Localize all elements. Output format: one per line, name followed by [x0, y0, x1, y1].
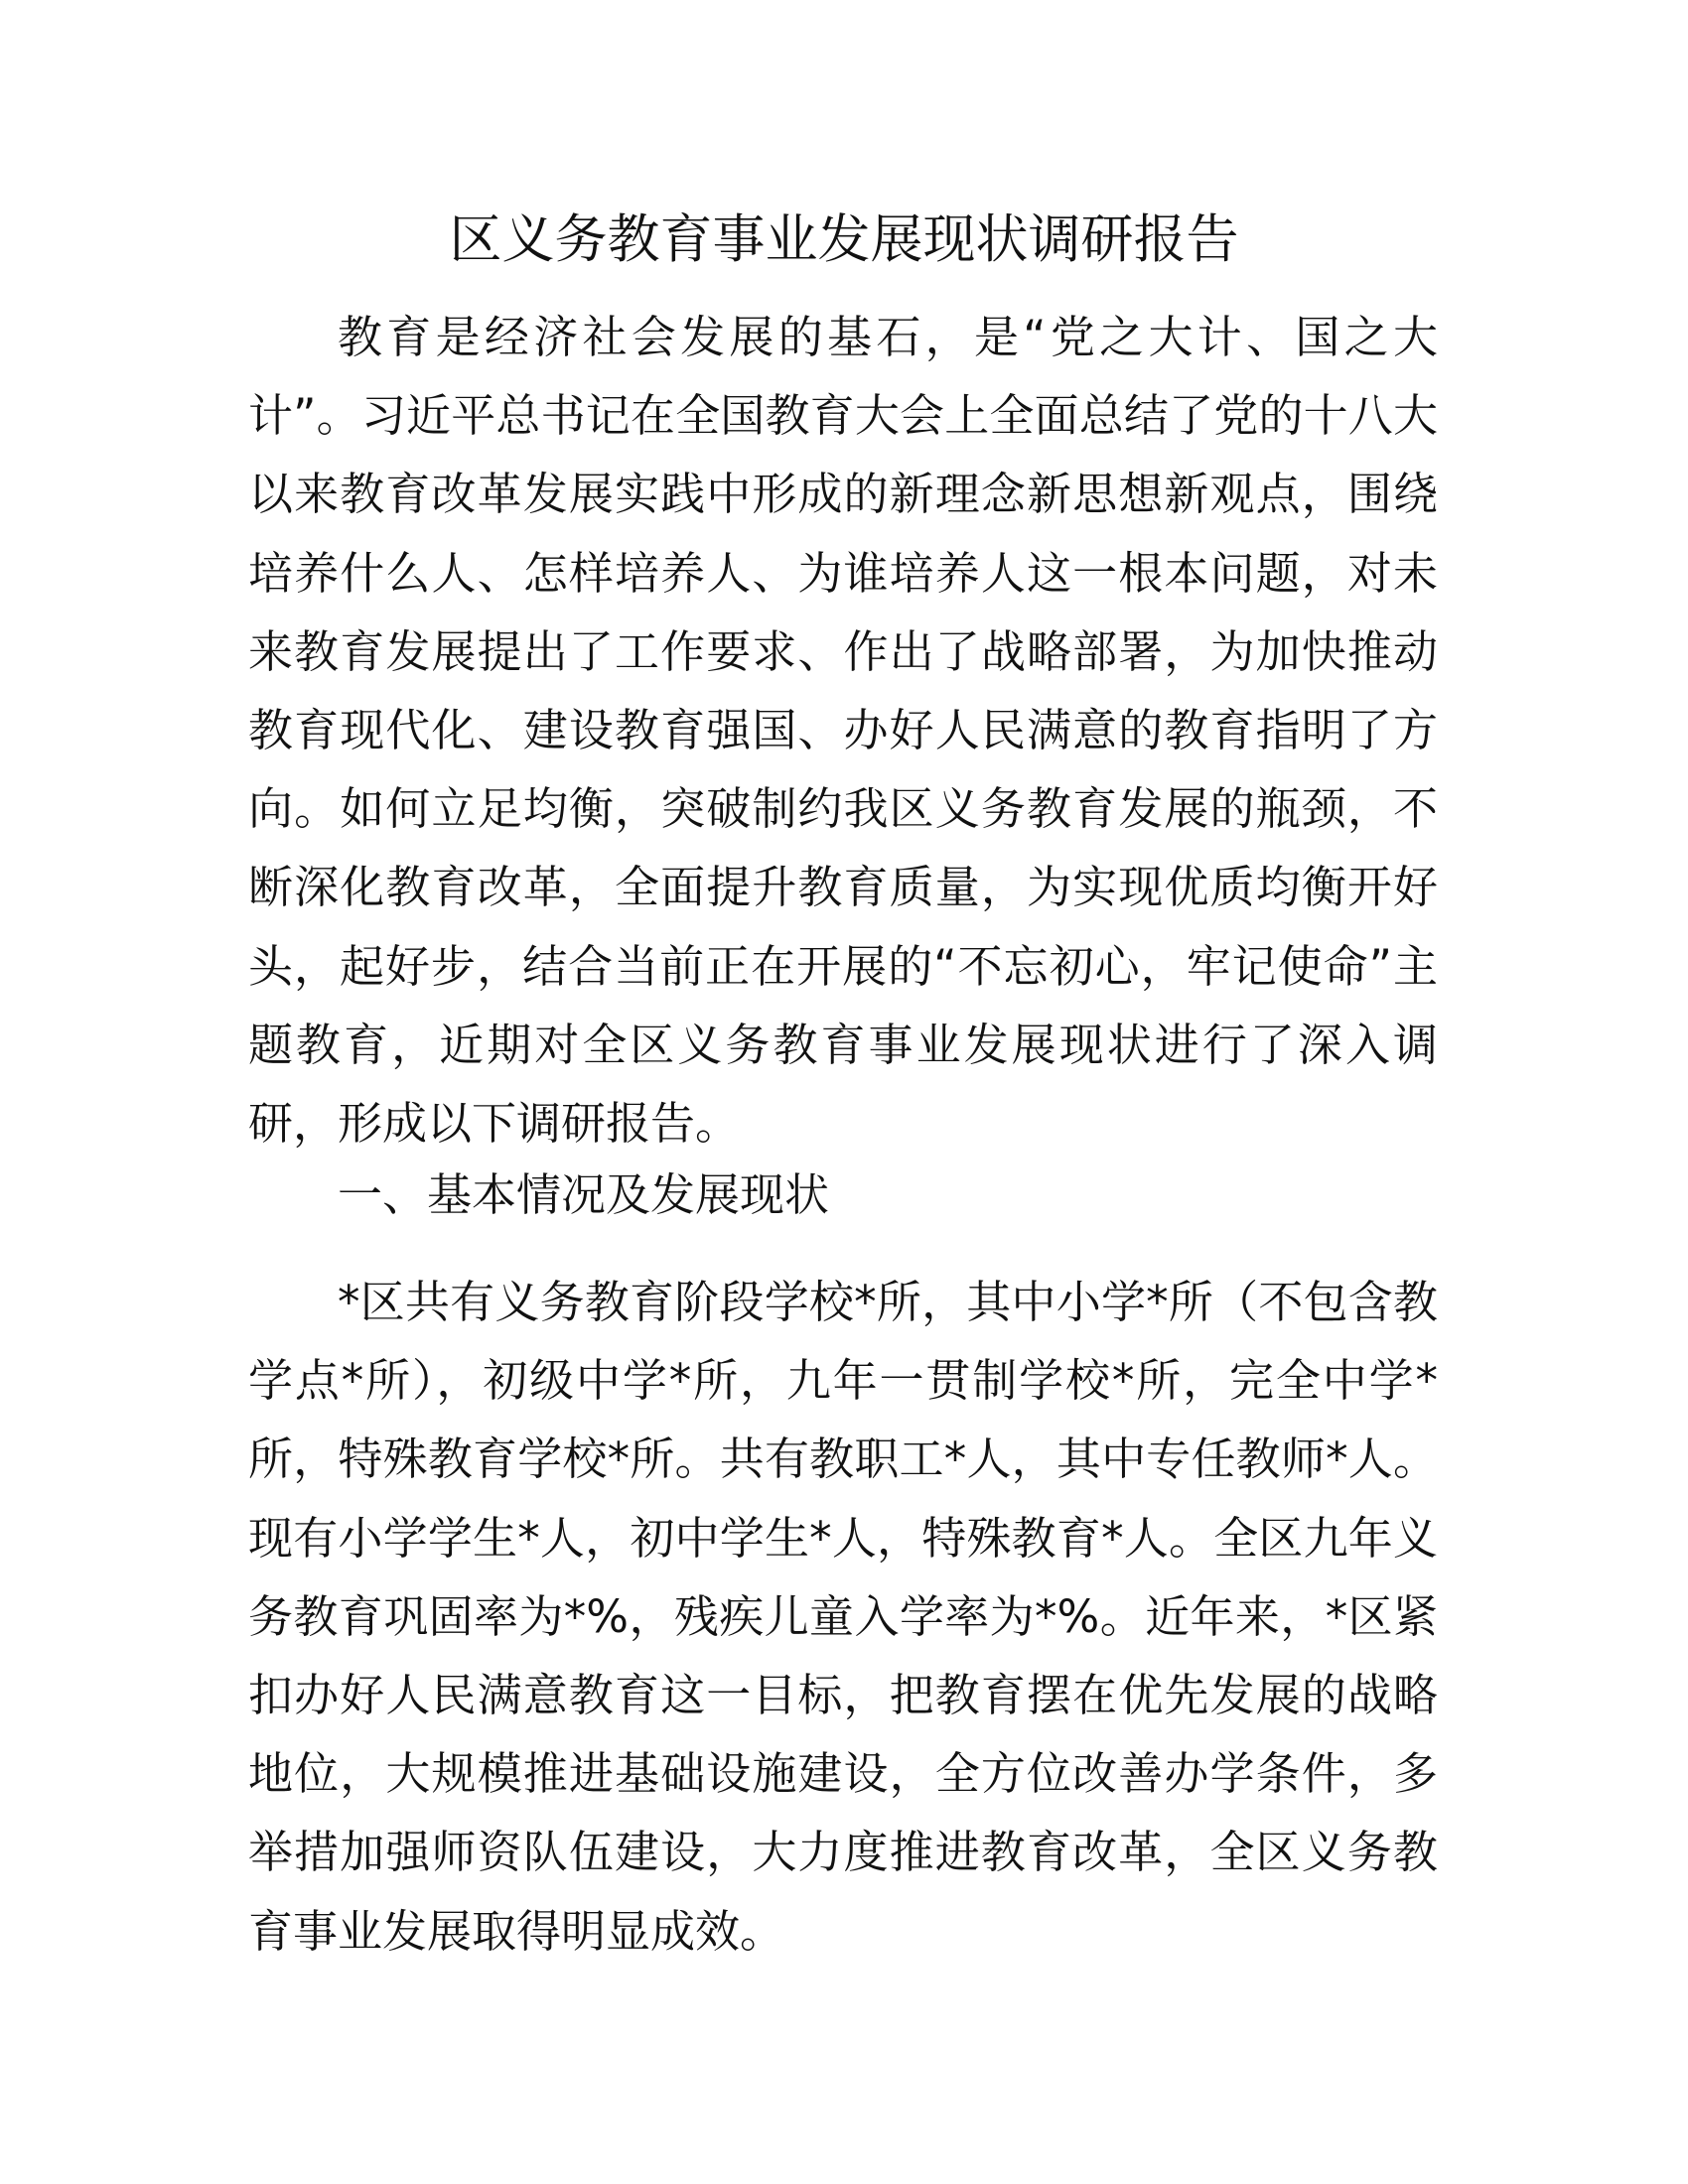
document-title: 区义务教育事业发展现状调研报告: [449, 209, 1239, 270]
intro-paragraph: 教育是经济社会发展的基石，是“党之大计、国之大计”。习近平总书记在全国教育大会上全面总结了党的十八大以来教育改革发展实践中形成的新理念新思想新观点，围绕培养什么人、怎样培养人、为谁培养人这一根本问题，对未来教育发展提出了工作要求、作出了战略部署，为加快推动教育现代化、建设教育强国、办好人民满意的教育指明了方向。如何立足均衡，突破制约我区义务教育发展的瓶颈，不断深化教育改革，全面提升教育质量，为实现优质均衡开好头，起好步，结合当前正在开展的“不忘初心，牢记使命”主题教育，近期对全区义务教育事业发展现状进行了深入调研，形成以下调研报告。: [248, 311, 1438, 1151]
basic-situation-paragraph: *区共有义务教育阶段学校*所，其中小学*所（不包含教学点*所），初级中学*所，九年一贯制学校*所，完全中学*所，特殊教育学校*所。共有教职工*人，其中专任教师*人。现有小学学生*人，初中学生*人，特殊教育*人。全区九年义务教育巩固率为*%，残疾儿童入学率为*%。近年来，*区紧扣办好人民满意教育这一目标，把教育摆在优先发展的战略地位，大规模推进基础设施建设，全方位改善办学条件，多举措加强师资队伍建设，大力度推进教育改革，全区义务教育事业发展取得明显成效。: [248, 1276, 1438, 1958]
section-heading-basic-situation: 一、基本情况及发展现状: [338, 1168, 830, 1221]
